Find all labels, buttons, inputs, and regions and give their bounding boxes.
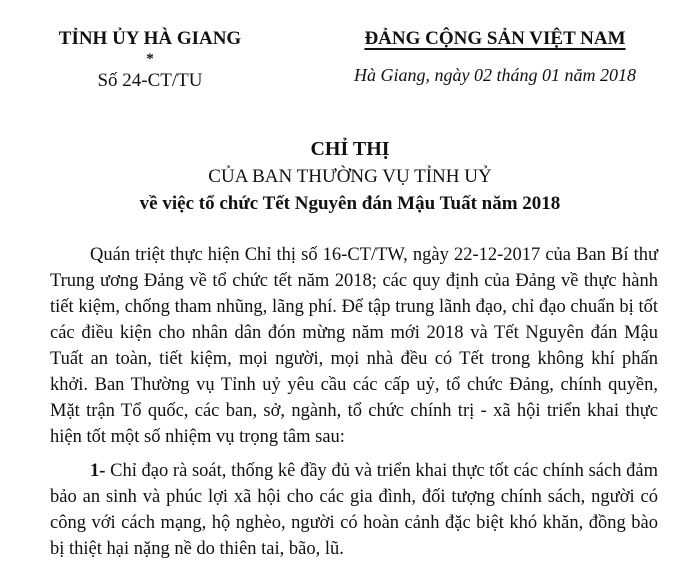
document-body: [50, 242, 658, 562]
intro-paragraph: Quán triệt thực hiện Chỉ thị số 16-CT/TW, ngày 22-12-2017 của Ban Bí thư Trung ương Đảng về tổ chức tết năm 2018; các quy định của Đảng về thực hành tiết kiệm, chống tham nhũng, lãng phí. Để tập trung lãnh đạo, chỉ đạo chuẩn bị tốt các điều kiện cho nhân dân đón mừng năm mới 2018 và Tết Nguyên đán Mậu Tuất an toàn, tiết kiệm, mọi người, mọi nhà đều có Tết trong không khí phấn khởi. Ban Thường vụ Tỉnh uỷ yêu cầu các cấp uỷ, tổ chức Đảng, chính quyền, Mặt trận Tổ quốc, các ban, sở, ngành, tổ chức chính trị - xã hội triển khai thực hiện tốt một số nhiệm vụ trọng tâm sau:: [50, 245, 658, 447]
document-title-block: [0, 134, 700, 218]
item-1-text: Chỉ đạo rà soát, thống kê đầy đủ và triển khai thực tốt các chính sách đảm bảo an sinh và phúc lợi xã hội cho các gia đình, đối tượng chính sách, người có công với cách mạng, hộ nghèo, người có hoàn cảnh đặc biệt khó khăn, đồng bào bị thiệt hại nặng nề do thiên tai, bão, lũ.: [50, 461, 658, 559]
document-type: CHỈ THỊ: [310, 138, 390, 160]
item-1-paragraph: [50, 458, 658, 562]
subject-line: về việc tổ chức Tết Nguyên đán Mậu Tuất năm 2018: [139, 193, 561, 214]
party-header-block: [340, 26, 650, 88]
place-date-line: Hà Giang, ngày 02 tháng 01 năm 2018: [354, 65, 636, 85]
issuer-line: CỦA BAN THƯỜNG VỤ TỈNH UỶ: [208, 166, 492, 187]
document-number: Số 24-CT/TU: [97, 70, 203, 91]
item-1-number: 1-: [90, 461, 106, 481]
organization-name: TỈNH ỦY HÀ GIANG: [58, 28, 242, 49]
separator-star: *: [146, 51, 154, 67]
party-name: ĐẢNG CỘNG SẢN VIỆT NAM: [364, 28, 626, 49]
issuing-organization-block: [50, 26, 250, 94]
